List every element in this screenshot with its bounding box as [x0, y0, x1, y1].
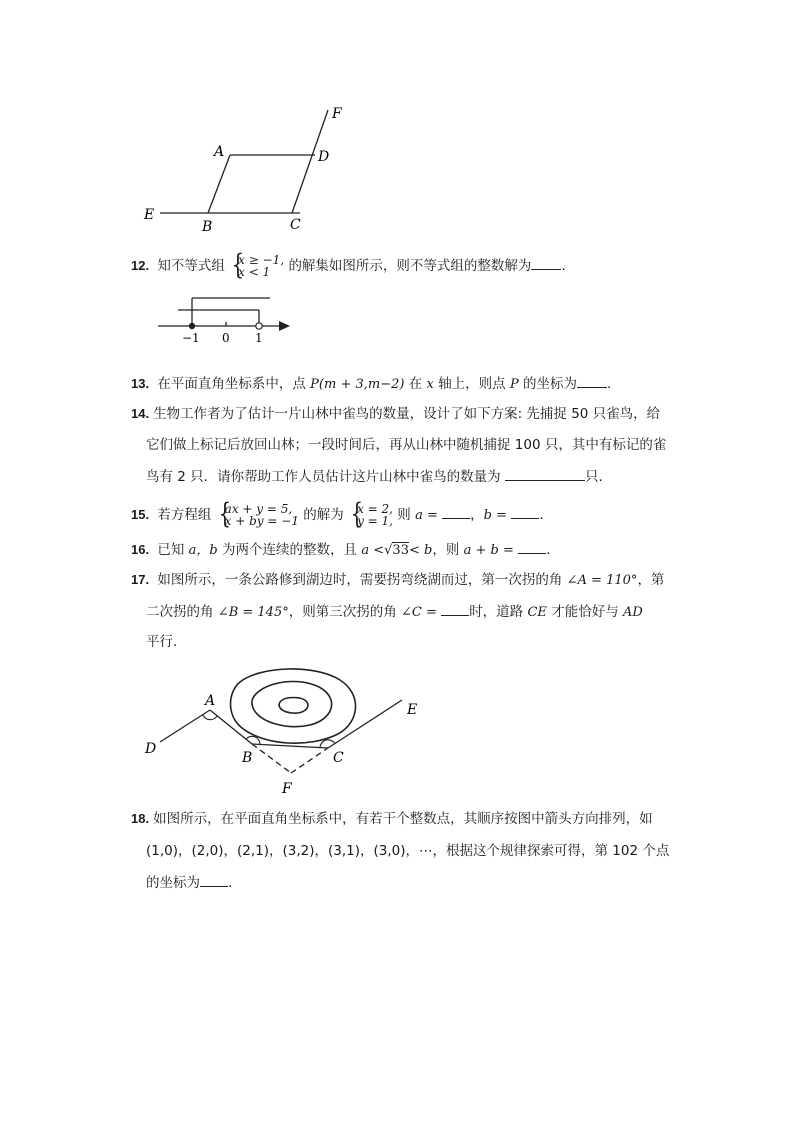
dashed-bf [252, 744, 291, 773]
question-number: 17. [131, 572, 150, 587]
math-expression: ∠A = 110° [566, 573, 638, 588]
answer-blank[interactable] [577, 373, 607, 388]
tick-label: 1 [255, 331, 263, 345]
question-text: 的解为 [303, 507, 344, 523]
label-b: B [202, 219, 213, 235]
tick-label: −1 [182, 331, 200, 345]
answer-blank[interactable] [531, 255, 561, 270]
dashed-fc [291, 748, 328, 773]
punctuation: . [561, 258, 566, 274]
question-text: (1,0)，(2,0)，(2,1)，(3,2)，(3,1)，(3,0)，⋯，根据这个规律探索可得，第 102 个点 [146, 843, 670, 859]
question-18 [131, 809, 653, 829]
tick-label: 0 [222, 331, 230, 345]
question-17-line-2 [146, 601, 643, 623]
math-expression: a + b = [463, 543, 514, 558]
question-text: 如图所示，一条公路修到湖边时，需要拐弯绕湖而过，第一次拐的角 [157, 572, 563, 588]
answer-blank-a[interactable] [442, 504, 470, 519]
question-12 [131, 248, 566, 281]
number-line-figure [155, 290, 295, 350]
label-d: D [318, 149, 330, 165]
math-expression: < b [408, 543, 433, 558]
answer-blank-b[interactable] [511, 504, 539, 519]
solid-dot [189, 323, 195, 329]
math-expression: a = [415, 508, 438, 523]
label-c: C [333, 750, 344, 766]
solution-2: y = 1, [357, 514, 393, 528]
angle-arc-c [320, 740, 335, 748]
math-expression: b = [483, 508, 508, 523]
question-text: 的坐标为 [523, 376, 578, 392]
question-15 [131, 497, 544, 530]
inequality-1: x ≥ −1, [238, 253, 285, 267]
answer-blank[interactable] [200, 872, 228, 887]
math-expression: P [509, 377, 519, 392]
question-13 [131, 373, 611, 395]
segment-ba [208, 155, 230, 213]
road-ce [328, 700, 402, 748]
road-bc [252, 744, 328, 748]
label-e: E [407, 702, 418, 718]
question-text: 只. [584, 469, 603, 485]
punctuation: . [228, 875, 233, 891]
question-text: 在 [408, 376, 423, 392]
road-ab [210, 710, 252, 744]
question-14 [131, 404, 660, 424]
sqrt-radicand: 33 [392, 543, 409, 558]
figure-road-lake [140, 660, 430, 800]
label-c: C [290, 217, 301, 233]
question-text: 轴上，则点 [438, 376, 506, 392]
question-text: 二次拐的角 [146, 604, 214, 620]
answer-blank[interactable] [505, 466, 585, 481]
question-text: 平行. [146, 634, 178, 650]
label-d: D [145, 741, 157, 757]
answer-blank[interactable] [441, 601, 469, 616]
question-text: ，则第三次拐的角 [288, 604, 397, 620]
label-b: B [242, 750, 253, 766]
label-e: E [144, 207, 155, 223]
question-text: 生物工作者为了估计一片山林中雀鸟的数量，设计了如下方案: 先捕捉 50 只雀鸟，给 [153, 406, 661, 422]
inequality-2: x < 1 [238, 265, 271, 279]
equation-1: ax + y = 5, [224, 502, 293, 516]
punctuation: ， [470, 507, 484, 523]
lake-outer-contour [231, 669, 356, 743]
question-text: 的解集如图所示，则不等式组的整数解为 [288, 258, 532, 274]
label-a: A [214, 144, 225, 160]
question-text: 鸟有 2 只．请你帮助工作人员估计这片山林中雀鸟的数量为 [146, 469, 501, 485]
question-18-line-3 [146, 872, 232, 893]
math-expression: x [426, 377, 434, 392]
question-text: 在平面直角坐标系中，点 [157, 376, 306, 392]
equation-2: x + by = −1 [224, 514, 299, 528]
question-text: 知不等式组 [157, 258, 225, 274]
question-text: 如图所示，在平面直角坐标系中，有若干个整数点，其顺序按图中箭头方向排列，如 [153, 811, 653, 827]
question-text: ，第 [637, 572, 665, 588]
question-number: 18. [131, 811, 150, 826]
question-number: 14. [131, 406, 150, 421]
question-16: 16. 已知 a，b 为两个连续的整数，且 a <√33< b，则 a + b = . [131, 539, 550, 561]
question-text: ，则 [432, 542, 460, 558]
angle-arc-a [203, 715, 217, 720]
question-number: 15. [131, 507, 150, 522]
question-17 [131, 570, 664, 591]
punctuation: . [607, 376, 612, 392]
road-da [160, 710, 210, 742]
label-a: A [205, 693, 216, 709]
question-14-line-3 [146, 466, 603, 487]
question-number: 13. [131, 376, 150, 391]
solution-1: x = 2, [357, 502, 393, 516]
math-expression: P(m + 3,m−2) [310, 377, 405, 392]
math-expression: a < [361, 543, 385, 558]
math-expression: CE [527, 605, 547, 620]
question-text: 则 [397, 507, 411, 523]
question-text: 的坐标为 [146, 875, 200, 891]
punctuation: . [546, 542, 551, 558]
question-text: 时，道路 [469, 604, 524, 620]
question-text: 为两个连续的整数，且 [222, 542, 358, 558]
label-f: F [332, 106, 342, 122]
hollow-dot [256, 323, 262, 329]
math-expression: AD [623, 605, 643, 620]
math-expression: ∠B = 145° [217, 605, 289, 620]
question-text: 若方程组 [157, 507, 212, 523]
equation-system: { ax + y = 5, x + by = −1 [218, 497, 299, 530]
question-text: 才能恰好与 [551, 604, 619, 620]
question-text: 它们做上标记后放回山林；一段时间后，再从山林中随机捕捉 100 只，其中有标记的雀 [146, 437, 667, 453]
lake-middle-contour [252, 682, 332, 727]
question-text: 已知 [157, 542, 185, 558]
math-expression: a，b [188, 543, 218, 558]
punctuation: . [539, 507, 544, 523]
math-expression: ∠C = [401, 605, 437, 620]
lake-inner-contour [279, 698, 308, 714]
figure-parallelogram [130, 100, 370, 240]
inequality-system: { x ≥ −1, x < 1 [231, 248, 285, 281]
label-f: F [282, 781, 292, 797]
question-number: 12. [131, 258, 150, 273]
answer-blank[interactable] [518, 539, 546, 554]
arrow-icon [279, 321, 290, 331]
question-number: 16. [131, 542, 150, 557]
solution-system: { x = 2, y = 1, [350, 497, 393, 530]
